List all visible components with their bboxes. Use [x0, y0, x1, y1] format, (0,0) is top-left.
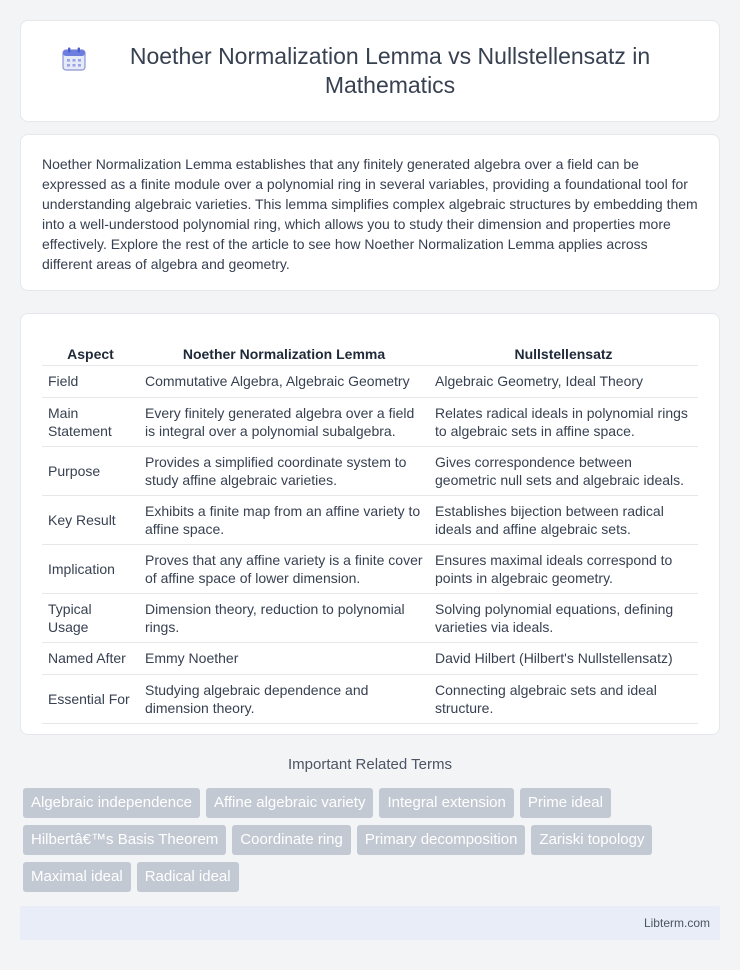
row-aspect: Named After: [42, 642, 139, 674]
table-row: [42, 674, 698, 723]
row-noether: Dimension theory, reduction to polynomial rings.: [139, 593, 429, 642]
header-aspect: Aspect: [42, 334, 139, 365]
related-term-tag[interactable]: Radical ideal: [137, 862, 239, 892]
related-term-tag[interactable]: Affine algebraic variety: [206, 788, 373, 818]
row-nullstellensatz: Relates radical ideals in polynomial rings to algebraic sets in affine space.: [429, 397, 698, 446]
row-aspect: Essential For: [42, 674, 139, 723]
row-noether: Every finitely generated algebra over a field is integral over a polynomial subalgebra.: [139, 397, 429, 446]
row-aspect: Implication: [42, 544, 139, 593]
related-terms-title: Important Related Terms: [288, 756, 452, 773]
row-nullstellensatz: Algebraic Geometry, Ideal Theory: [429, 365, 698, 397]
row-nullstellensatz: Connecting algebraic sets and ideal structure.: [429, 674, 698, 723]
table-row: [42, 495, 698, 544]
related-term-tag[interactable]: Coordinate ring: [232, 825, 351, 855]
related-term-tag[interactable]: Hilbertâ€™s Basis Theorem: [23, 825, 226, 855]
row-nullstellensatz: Gives correspondence between geometric null sets and algebraic ideals.: [429, 446, 698, 495]
comparison-card: [20, 313, 720, 735]
row-nullstellensatz: Solving polynomial equations, defining varieties via ideals.: [429, 593, 698, 642]
table-header-row: [42, 334, 698, 365]
table-row: [42, 642, 698, 674]
table-row: [42, 397, 698, 446]
row-noether: Studying algebraic dependence and dimension theory.: [139, 674, 429, 723]
footer: [20, 906, 720, 940]
row-noether: Commutative Algebra, Algebraic Geometry: [139, 365, 429, 397]
header-noether: Noether Normalization Lemma: [139, 334, 429, 365]
intro-card: [20, 134, 720, 291]
row-aspect: Key Result: [42, 495, 139, 544]
related-term-tag[interactable]: Integral extension: [379, 788, 513, 818]
table-row: [42, 446, 698, 495]
related-term-tag[interactable]: Algebraic independence: [23, 788, 200, 818]
table-row: [42, 593, 698, 642]
row-aspect: Purpose: [42, 446, 139, 495]
row-noether: Exhibits a finite map from an affine variety to affine space.: [139, 495, 429, 544]
row-nullstellensatz: Establishes bijection between radical ideals and affine algebraic sets.: [429, 495, 698, 544]
table-row: [42, 544, 698, 593]
related-terms-list: [23, 788, 723, 892]
header-inner: [61, 42, 679, 100]
related-term-tag[interactable]: Primary decomposition: [357, 825, 526, 855]
comparison-table: [42, 334, 698, 724]
row-noether: Proves that any affine variety is a finite cover of affine space of lower dimension.: [139, 544, 429, 593]
header-card: [20, 20, 720, 122]
intro-paragraph: Noether Normalization Lemma establishes that any finitely generated algebra over a field can be expressed as a finite module over a polynomial ring in several variables, providing a foundational tool for understanding algebraic varieties. This lemma simplifies complex algebraic structures by embedding them into a well-understood polynomial ring, which allows you to study their dimension and properties more effectively. Explore the rest of the article to see how Noether Normalization Lemma applies across different areas of algebra and geometry.: [42, 156, 698, 272]
row-noether: Emmy Noether: [139, 642, 429, 674]
footer-site-link[interactable]: Libterm.com: [643, 916, 710, 930]
calendar-icon: [61, 46, 87, 72]
row-aspect: Typical Usage: [42, 593, 139, 642]
page-title: Noether Normalization Lemma vs Nullstellensatz in Mathematics: [129, 43, 651, 98]
row-noether: Provides a simplified coordinate system to study affine algebraic varieties.: [139, 446, 429, 495]
header-nullstellensatz: Nullstellensatz: [429, 334, 698, 365]
row-aspect: Field: [42, 365, 139, 397]
related-term-tag[interactable]: Prime ideal: [520, 788, 611, 818]
related-term-tag[interactable]: Maximal ideal: [23, 862, 131, 892]
row-nullstellensatz: David Hilbert (Hilbert's Nullstellensatz): [429, 642, 698, 674]
row-aspect: Main Statement: [42, 397, 139, 446]
related-term-tag[interactable]: Zariski topology: [531, 825, 652, 855]
row-nullstellensatz: Ensures maximal ideals correspond to points in algebraic geometry.: [429, 544, 698, 593]
table-row: [42, 365, 698, 397]
